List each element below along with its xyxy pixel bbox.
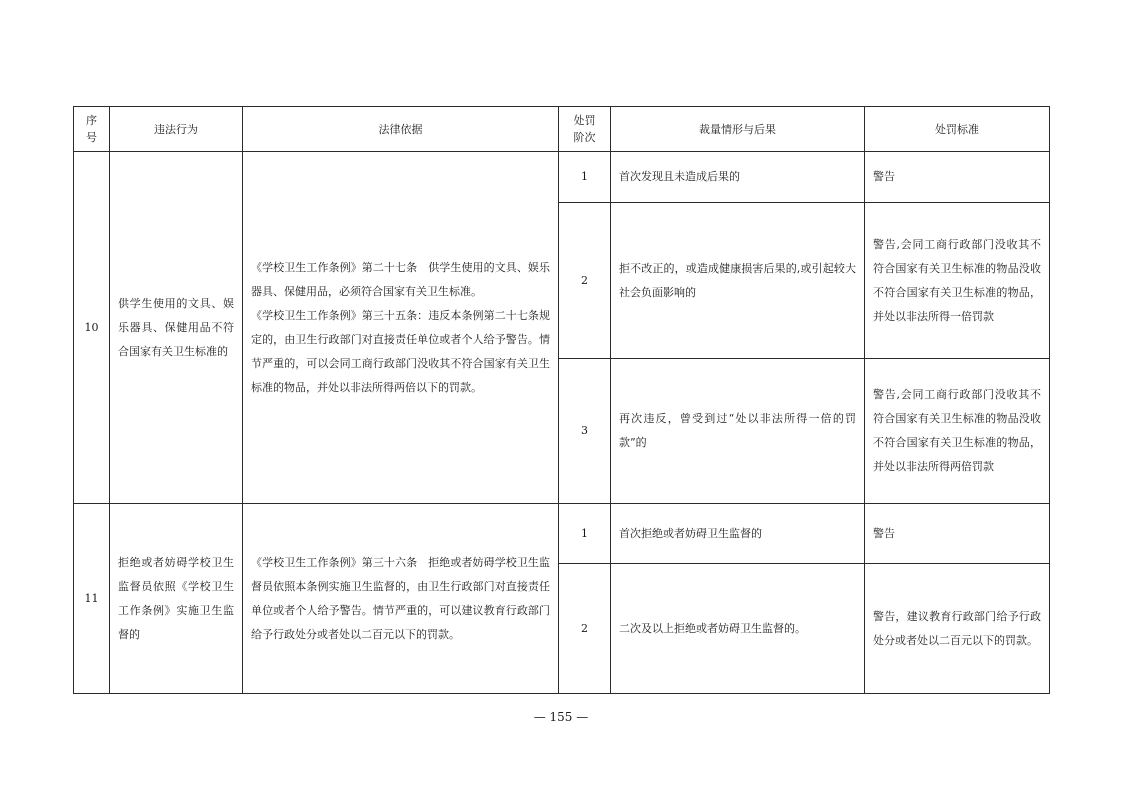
- header-row: [74, 107, 1050, 152]
- header-violation: 违法行为: [110, 107, 243, 152]
- header-standard: 处罚标准: [865, 107, 1050, 152]
- row-seq: 10: [74, 152, 110, 504]
- stage-number: 3: [559, 359, 611, 504]
- row-violation: 供学生使用的文具、娱乐器具、保健用品不符合国家有关卫生标准的: [110, 152, 243, 504]
- row-seq: 11: [74, 504, 110, 694]
- stage-standard: 警告,会同工商行政部门没收其不符合国家有关卫生标准的物品没收不符合国家有关卫生标准的物品，并处以非法所得一倍罚款: [865, 203, 1050, 359]
- header-legal-basis: 法律依据: [243, 107, 559, 152]
- legal-basis-paragraph: 《学校卫生工作条例》第三十五条：违反本条例第二十七条规定的，由卫生行政部门对直接责任单位或者个人给予警告。情节严重的，可以会同工商行政部门没收其不符合国家有关卫生标准的物品，并处以非法所得两倍以下的罚款。: [251, 308, 550, 394]
- stage-circumstance: 首次发现且未造成后果的: [611, 152, 865, 203]
- stage-number: 1: [559, 504, 611, 564]
- header-stage: [559, 107, 611, 152]
- row-violation: 拒绝或者妨碍学校卫生监督员依照《学校卫生工作条例》实施卫生监督的: [110, 504, 243, 694]
- stage-number: 2: [559, 203, 611, 359]
- penalty-table: [73, 106, 1050, 694]
- stage-standard: 警告，建议教育行政部门给予行政处分或者处以二百元以下的罚款。: [865, 564, 1050, 694]
- legal-basis-paragraph: 《学校卫生工作条例》第二十七条 供学生使用的文具、娱乐器具、保健用品，必须符合国家有关卫生标准。: [251, 260, 550, 298]
- header-seq-line2: 号: [86, 131, 97, 144]
- stage-circumstance: 拒不改正的，或造成健康损害后果的,或引起较大社会负面影响的: [611, 203, 865, 359]
- row-legal-basis: [243, 152, 559, 504]
- stage-standard: 警告: [865, 152, 1050, 203]
- table-row: [74, 504, 1050, 564]
- stage-circumstance: 首次拒绝或者妨碍卫生监督的: [611, 504, 865, 564]
- stage-circumstance: 再次违反，曾受到过“处以非法所得一倍的罚款”的: [611, 359, 865, 504]
- row-legal-basis: [243, 504, 559, 694]
- stage-number: 1: [559, 152, 611, 203]
- header-circumstance: 裁量情形与后果: [611, 107, 865, 152]
- stage-standard: 警告: [865, 504, 1050, 564]
- stage-number: 2: [559, 564, 611, 694]
- header-seq: [74, 107, 110, 152]
- legal-basis-paragraph: 《学校卫生工作条例》第三十六条 拒绝或者妨碍学校卫生监督员依照本条例实施卫生监督的，由卫生行政部门对直接责任单位或者个人给予警告。情节严重的，可以建议教育行政部门给予行政处分或者处以二百元以下的罚款。: [251, 555, 550, 641]
- header-stage-line1: 处罚: [573, 114, 596, 127]
- page-number: — 155 —: [533, 710, 589, 724]
- table-row: [74, 152, 1050, 203]
- header-seq-line1: 序: [86, 114, 97, 127]
- stage-circumstance: 二次及以上拒绝或者妨碍卫生监督的。: [611, 564, 865, 694]
- stage-standard: 警告,会同工商行政部门没收其不符合国家有关卫生标准的物品没收不符合国家有关卫生标准的物品，并处以非法所得两倍罚款: [865, 359, 1050, 504]
- header-stage-line2: 阶次: [573, 131, 596, 144]
